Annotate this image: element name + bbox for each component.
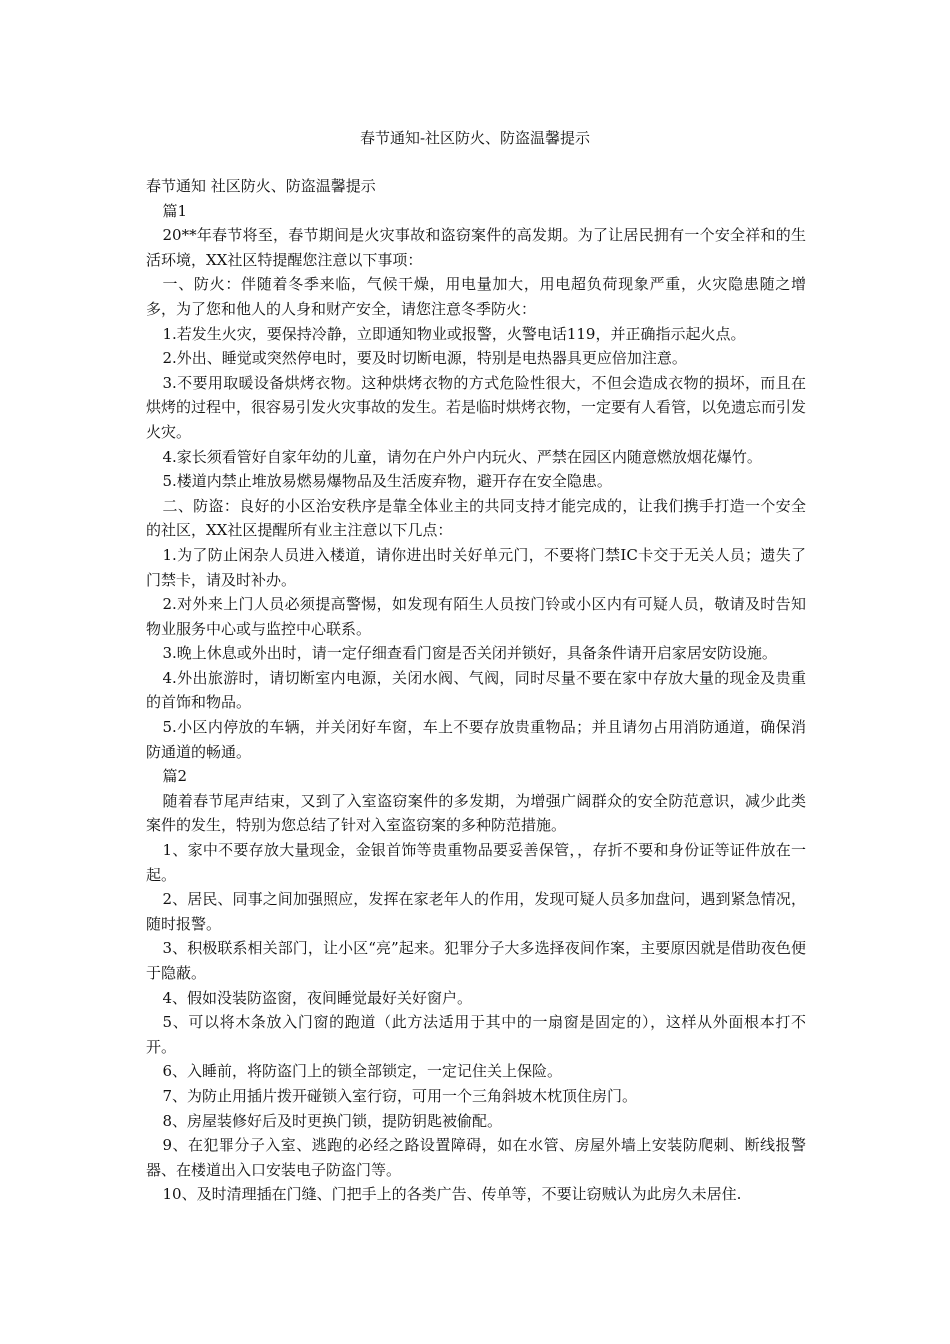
part2-item-8: 8、房屋装修好后及时更换门锁，提防钥匙被偷配。 [162,1111,503,1130]
part2-item-4: 4、假如没装防盗窗，夜间睡觉最好关好窗户。 [162,988,473,1007]
theft-item-2: 2.对外来上门人员必须提高警惕，如发现有陌生人员按门铃或小区内有可疑人员，敬请及时告知物业服务中心或与监控中心联系。 [146,595,806,638]
theft-item-5: 5.小区内停放的车辆，并关闭好车窗，车上不要存放贵重物品；并且请勿占用消防通道，确保消防通道的畅通。 [146,718,806,761]
fire-heading: 一、防火：伴随着冬季来临，气候干燥，用电量加大，用电超负荷现象严重，火灾隐患随之增多，为了您和他人的人身和财产安全，请您注意冬季防火： [146,275,806,318]
fire-item-2: 2.外出、睡觉或突然停电时，要及时切断电源，特别是电热器具更应倍加注意。 [162,349,687,368]
fire-item-1: 1.若发生火灾，要保持冷静，立即通知物业或报警，火警电话119，并正确指示起火点。 [162,324,746,343]
part2-item-10: 10、及时清理插在门缝、门把手上的各类广告、传单等，不要让窃贼认为此房久未居住. [162,1185,742,1204]
part2-item-6: 6、入睡前，将防盗门上的锁全部锁定，一定记住关上保险。 [162,1062,563,1081]
part1-intro: 20**年春节将至，春节期间是火灾事故和盗窃案件的高发期。为了让居民拥有一个安全祥和的生活环境，XX社区特提醒您注意以下事项： [146,226,806,269]
theft-heading: 二、防盗：良好的小区治安秩序是靠全体业主的共同支持才能完成的，让我们携手打造一个安全的社区，XX社区提醒所有业主注意以下几点： [146,496,806,540]
part2-item-2: 2、居民、同事之间加强照应，发挥在家老年人的作用，发现可疑人员多加盘问，遇到紧急情况，随时报警。 [146,890,806,933]
theft-item-1: 1.为了防止闲杂人员进入楼道，请你进出时关好单元门，不要将门禁IC卡交于无关人员；遗失了门禁卡，请及时补办。 [146,545,806,589]
part2-item-7: 7、为防止用插片拨开碰锁入室行窃，可用一个三角斜坡木枕顶住房门。 [162,1086,638,1105]
part2-item-1: 1、家中不要存放大量现金，金银首饰等贵重物品要妥善保管，，存折不要和身份证等证件放在一起。 [146,841,806,884]
part2-label: 篇2 [162,767,188,786]
theft-item-3: 3.晚上休息或外出时，请一定仔细查看门窗是否关闭并锁好，具备条件请开启家居安防设施。 [162,644,777,663]
theft-item-4: 4.外出旅游时，请切断室内电源，关闭水阀、气阀，同时尽量不要在家中存放大量的现金及贵重的首饰和物品。 [146,668,806,712]
document-body [146,174,806,1207]
part2-intro: 随着春节尾声结束，又到了入室盗窃案件的多发期，为增强广阔群众的安全防范意识，减少此类案件的发生，特别为您总结了针对入室盗窃案的多种防范措施。 [146,791,806,835]
part2-item-3: 3、积极联系相关部门，让小区“亮”起来。犯罪分子大多选择夜间作案，主要原因就是借助夜色便于隐蔽。 [146,939,806,982]
part2-item-5: 5、可以将木条放入门窗的跑道（此方法适用于其中的一扇窗是固定的），这样从外面根本打不开。 [146,1013,806,1056]
fire-item-5: 5.楼道内禁止堆放易燃易爆物品及生活废弃物，避开存在安全隐患。 [162,472,612,491]
part1-label: 篇1 [162,201,188,220]
fire-item-4: 4.家长须看管好自家年幼的儿童，请勿在户外户内玩火、严禁在园区内随意燃放烟花爆竹。 [162,447,762,466]
fire-item-3: 3.不要用取暖设备烘烤衣物。这种烘烤衣物的方式危险性很大，不但会造成衣物的损坏，而且在烘烤的过程中，很容易引发火灾事故的发生。若是临时烘烤衣物，一定要有人看管，以免遗忘而引发火灾。 [146,373,807,441]
document-subtitle: 春节通知 社区防火、防盗温馨提示 [146,177,376,195]
part2-item-9: 9、在犯罪分子入室、逃跑的必经之路设置障碍，如在水管、房屋外墙上安装防爬刺、断线报警器、在楼道出入口安装电子防盗门等。 [146,1136,806,1179]
document-title: 春节通知-社区防火、防盗温馨提示 [359,129,591,147]
